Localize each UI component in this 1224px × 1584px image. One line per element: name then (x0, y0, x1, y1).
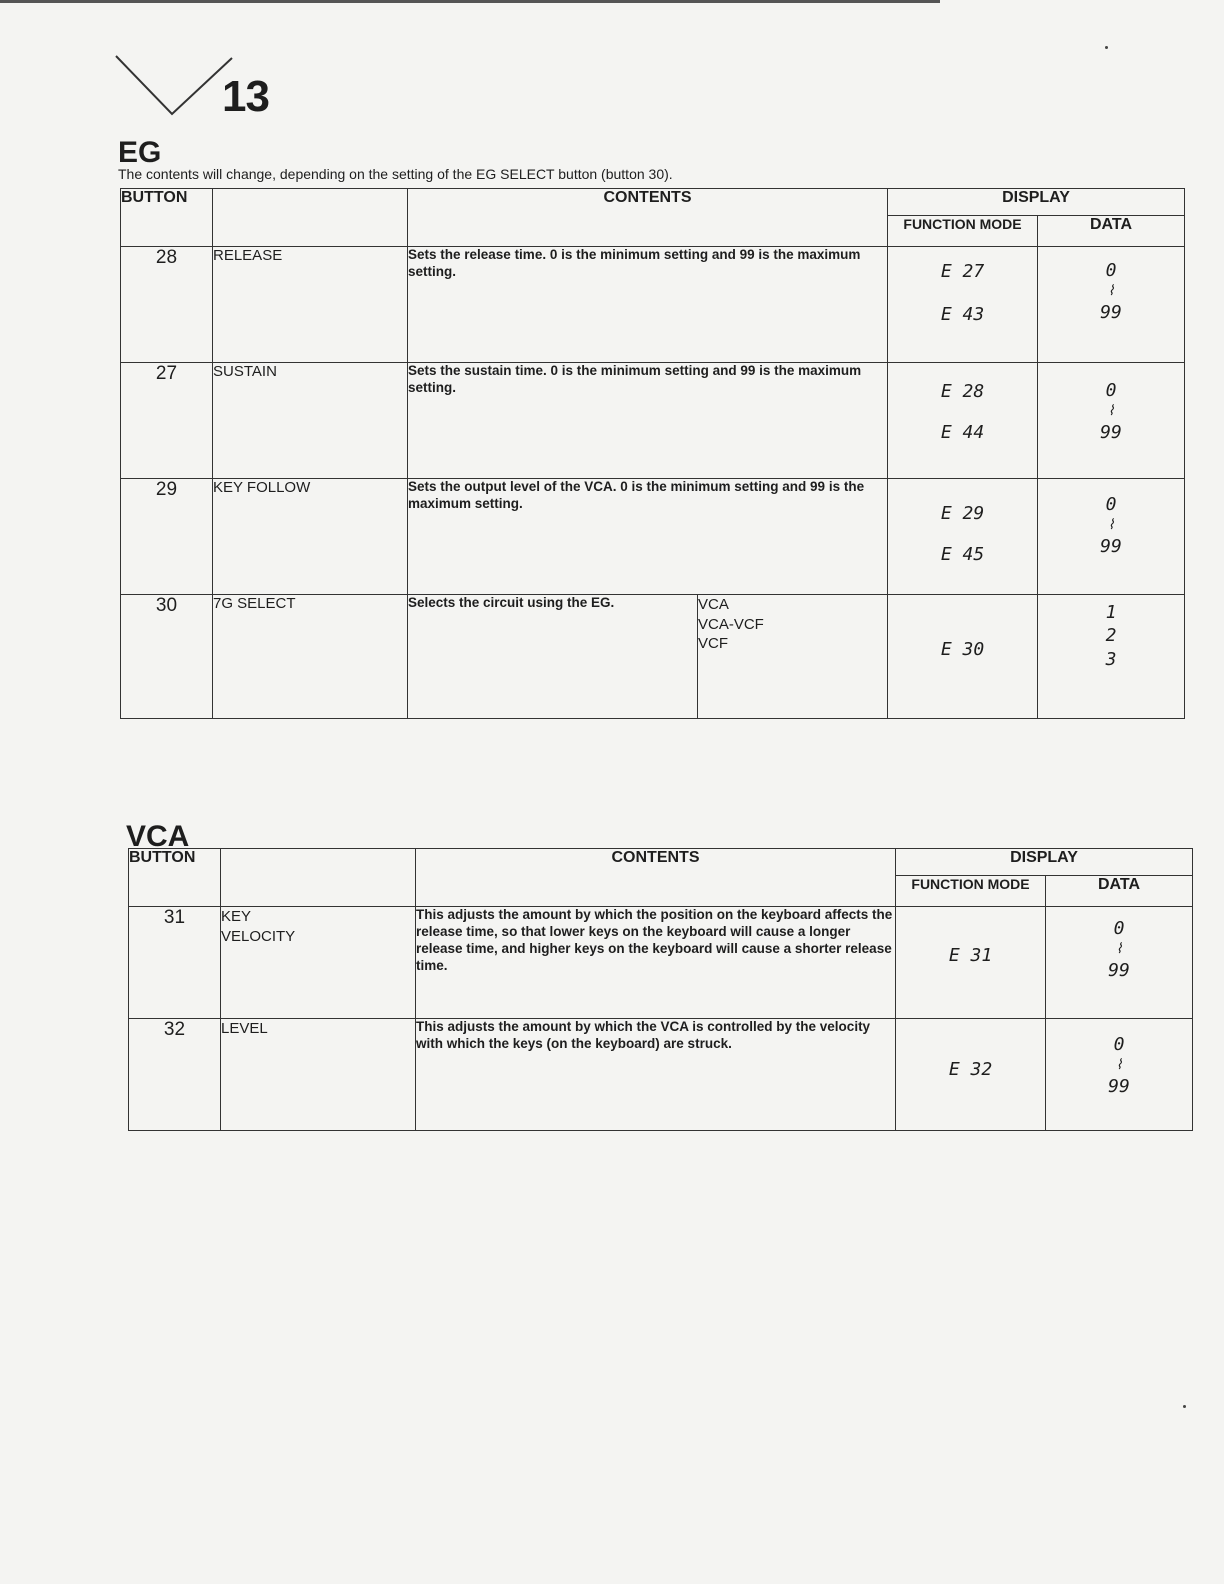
function-code: E 27 (940, 261, 985, 282)
parameter-name-line: LEVEL (221, 1020, 268, 1037)
vca-header-data: DATA (1046, 876, 1193, 907)
function-mode-display (896, 1019, 1046, 1131)
vca-row-level (129, 1019, 1193, 1131)
range-separator-icon: ⌇ (1107, 283, 1115, 300)
function-mode-display (888, 247, 1038, 363)
parameter-name: SUSTAIN (213, 363, 408, 479)
eg-row-eg-select (121, 595, 1185, 719)
data-min: 0 (1113, 1034, 1125, 1055)
eg-row-release (121, 247, 1185, 363)
vca-header-display: DISPLAY (896, 849, 1193, 876)
eg-header-row (121, 189, 1185, 216)
eg-header-data: DATA (1038, 216, 1185, 247)
data-values-display (1038, 595, 1185, 719)
function-code: E 43 (940, 304, 985, 325)
scan-speck (1105, 46, 1108, 49)
vca-header-row (129, 849, 1193, 876)
scan-speck (1183, 1405, 1186, 1408)
function-mode-display (888, 363, 1038, 479)
parameter-name (221, 907, 416, 1019)
parameter-contents: Selects the circuit using the EG. (408, 595, 698, 719)
function-code: E 28 (940, 381, 985, 402)
parameter-name-line: VELOCITY (221, 927, 296, 945)
eg-table (120, 188, 1185, 719)
data-value: 3 (1105, 648, 1117, 670)
range-separator-icon: ⌇ (1115, 1057, 1123, 1074)
function-code: E 45 (940, 544, 985, 565)
function-mode-display (888, 479, 1038, 595)
eg-header-blank (213, 189, 408, 247)
data-range-display (1046, 907, 1193, 1019)
button-number: 29 (121, 479, 213, 595)
range-separator-icon: ⌇ (1107, 517, 1115, 534)
parameter-name: RELEASE (213, 247, 408, 363)
vca-section-title: VCA (126, 820, 190, 853)
parameter-contents: This adjusts the amount by which the VCA is controlled by the velocity with which the keys (on the keyboard) are struck. (416, 1019, 896, 1131)
data-min: 0 (1105, 260, 1117, 281)
data-min: 0 (1105, 494, 1117, 515)
parameter-contents: Sets the output level of the VCA. 0 is the minimum setting and 99 is the maximum setting. (408, 479, 888, 595)
function-code: E 32 (948, 1059, 993, 1080)
data-range-display (1038, 479, 1185, 595)
button-number: 32 (129, 1019, 221, 1131)
function-code: E 30 (940, 639, 985, 660)
data-max: 99 (1108, 959, 1130, 981)
vca-header-function-mode: FUNCTION MODE (896, 876, 1046, 907)
data-range-display (1046, 1019, 1193, 1131)
vca-header-contents: CONTENTS (416, 849, 896, 907)
eg-row-key-follow (121, 479, 1185, 595)
parameter-contents: Sets the sustain time. 0 is the minimum setting and 99 is the maximum setting. (408, 363, 888, 479)
eg-header-display: DISPLAY (888, 189, 1185, 216)
range-separator-icon: ⌇ (1115, 941, 1123, 958)
eg-select-options (698, 595, 888, 719)
function-code: E 31 (948, 945, 993, 966)
eg-row-sustain (121, 363, 1185, 479)
data-range-display (1038, 247, 1185, 363)
data-max: 99 (1108, 1075, 1130, 1097)
data-min: 0 (1113, 918, 1125, 939)
parameter-name (221, 1019, 416, 1131)
option-vca-vcf: VCA-VCF (698, 615, 764, 633)
eg-section-subtitle: The contents will change, depending on the setting of the EG SELECT button (button 30). (118, 166, 673, 182)
option-vcf: VCF (698, 635, 728, 652)
function-mode-display (888, 595, 1038, 719)
eg-header-contents: CONTENTS (408, 189, 888, 247)
parameter-name-line: KEY (221, 908, 252, 925)
data-value: 2 (1105, 625, 1117, 647)
vca-header-blank (221, 849, 416, 907)
vca-table (128, 848, 1193, 1131)
data-max: 99 (1100, 535, 1122, 557)
vca-row-key-velocity (129, 907, 1193, 1019)
button-number: 27 (121, 363, 213, 479)
eg-section-title: EG (118, 136, 162, 169)
button-number: 28 (121, 247, 213, 363)
parameter-name: 7G SELECT (213, 595, 408, 719)
page-number: 13 (222, 72, 269, 121)
data-range-display (1038, 363, 1185, 479)
scan-top-edge (0, 0, 940, 3)
data-max: 99 (1100, 301, 1122, 323)
option-vca: VCA (698, 596, 729, 613)
function-code: E 44 (940, 422, 985, 443)
button-number: 31 (129, 907, 221, 1019)
button-number: 30 (121, 595, 213, 719)
eg-header-button: BUTTON (121, 189, 213, 247)
parameter-name: KEY FOLLOW (213, 479, 408, 595)
data-min: 0 (1105, 380, 1117, 401)
eg-header-function-mode: FUNCTION MODE (888, 216, 1038, 247)
data-value: 1 (1105, 602, 1117, 623)
parameter-contents: This adjusts the amount by which the position on the keyboard affects the release time, so that lower keys on the keyboard will cause a longer release time, and higher keys on the keyboard will cause a shorter release time. (416, 907, 896, 1019)
function-code: E 29 (940, 503, 985, 524)
vca-header-button: BUTTON (129, 849, 221, 907)
range-separator-icon: ⌇ (1107, 403, 1115, 420)
function-mode-display (896, 907, 1046, 1019)
parameter-contents: Sets the release time. 0 is the minimum setting and 99 is the maximum setting. (408, 247, 888, 363)
data-max: 99 (1100, 421, 1122, 443)
